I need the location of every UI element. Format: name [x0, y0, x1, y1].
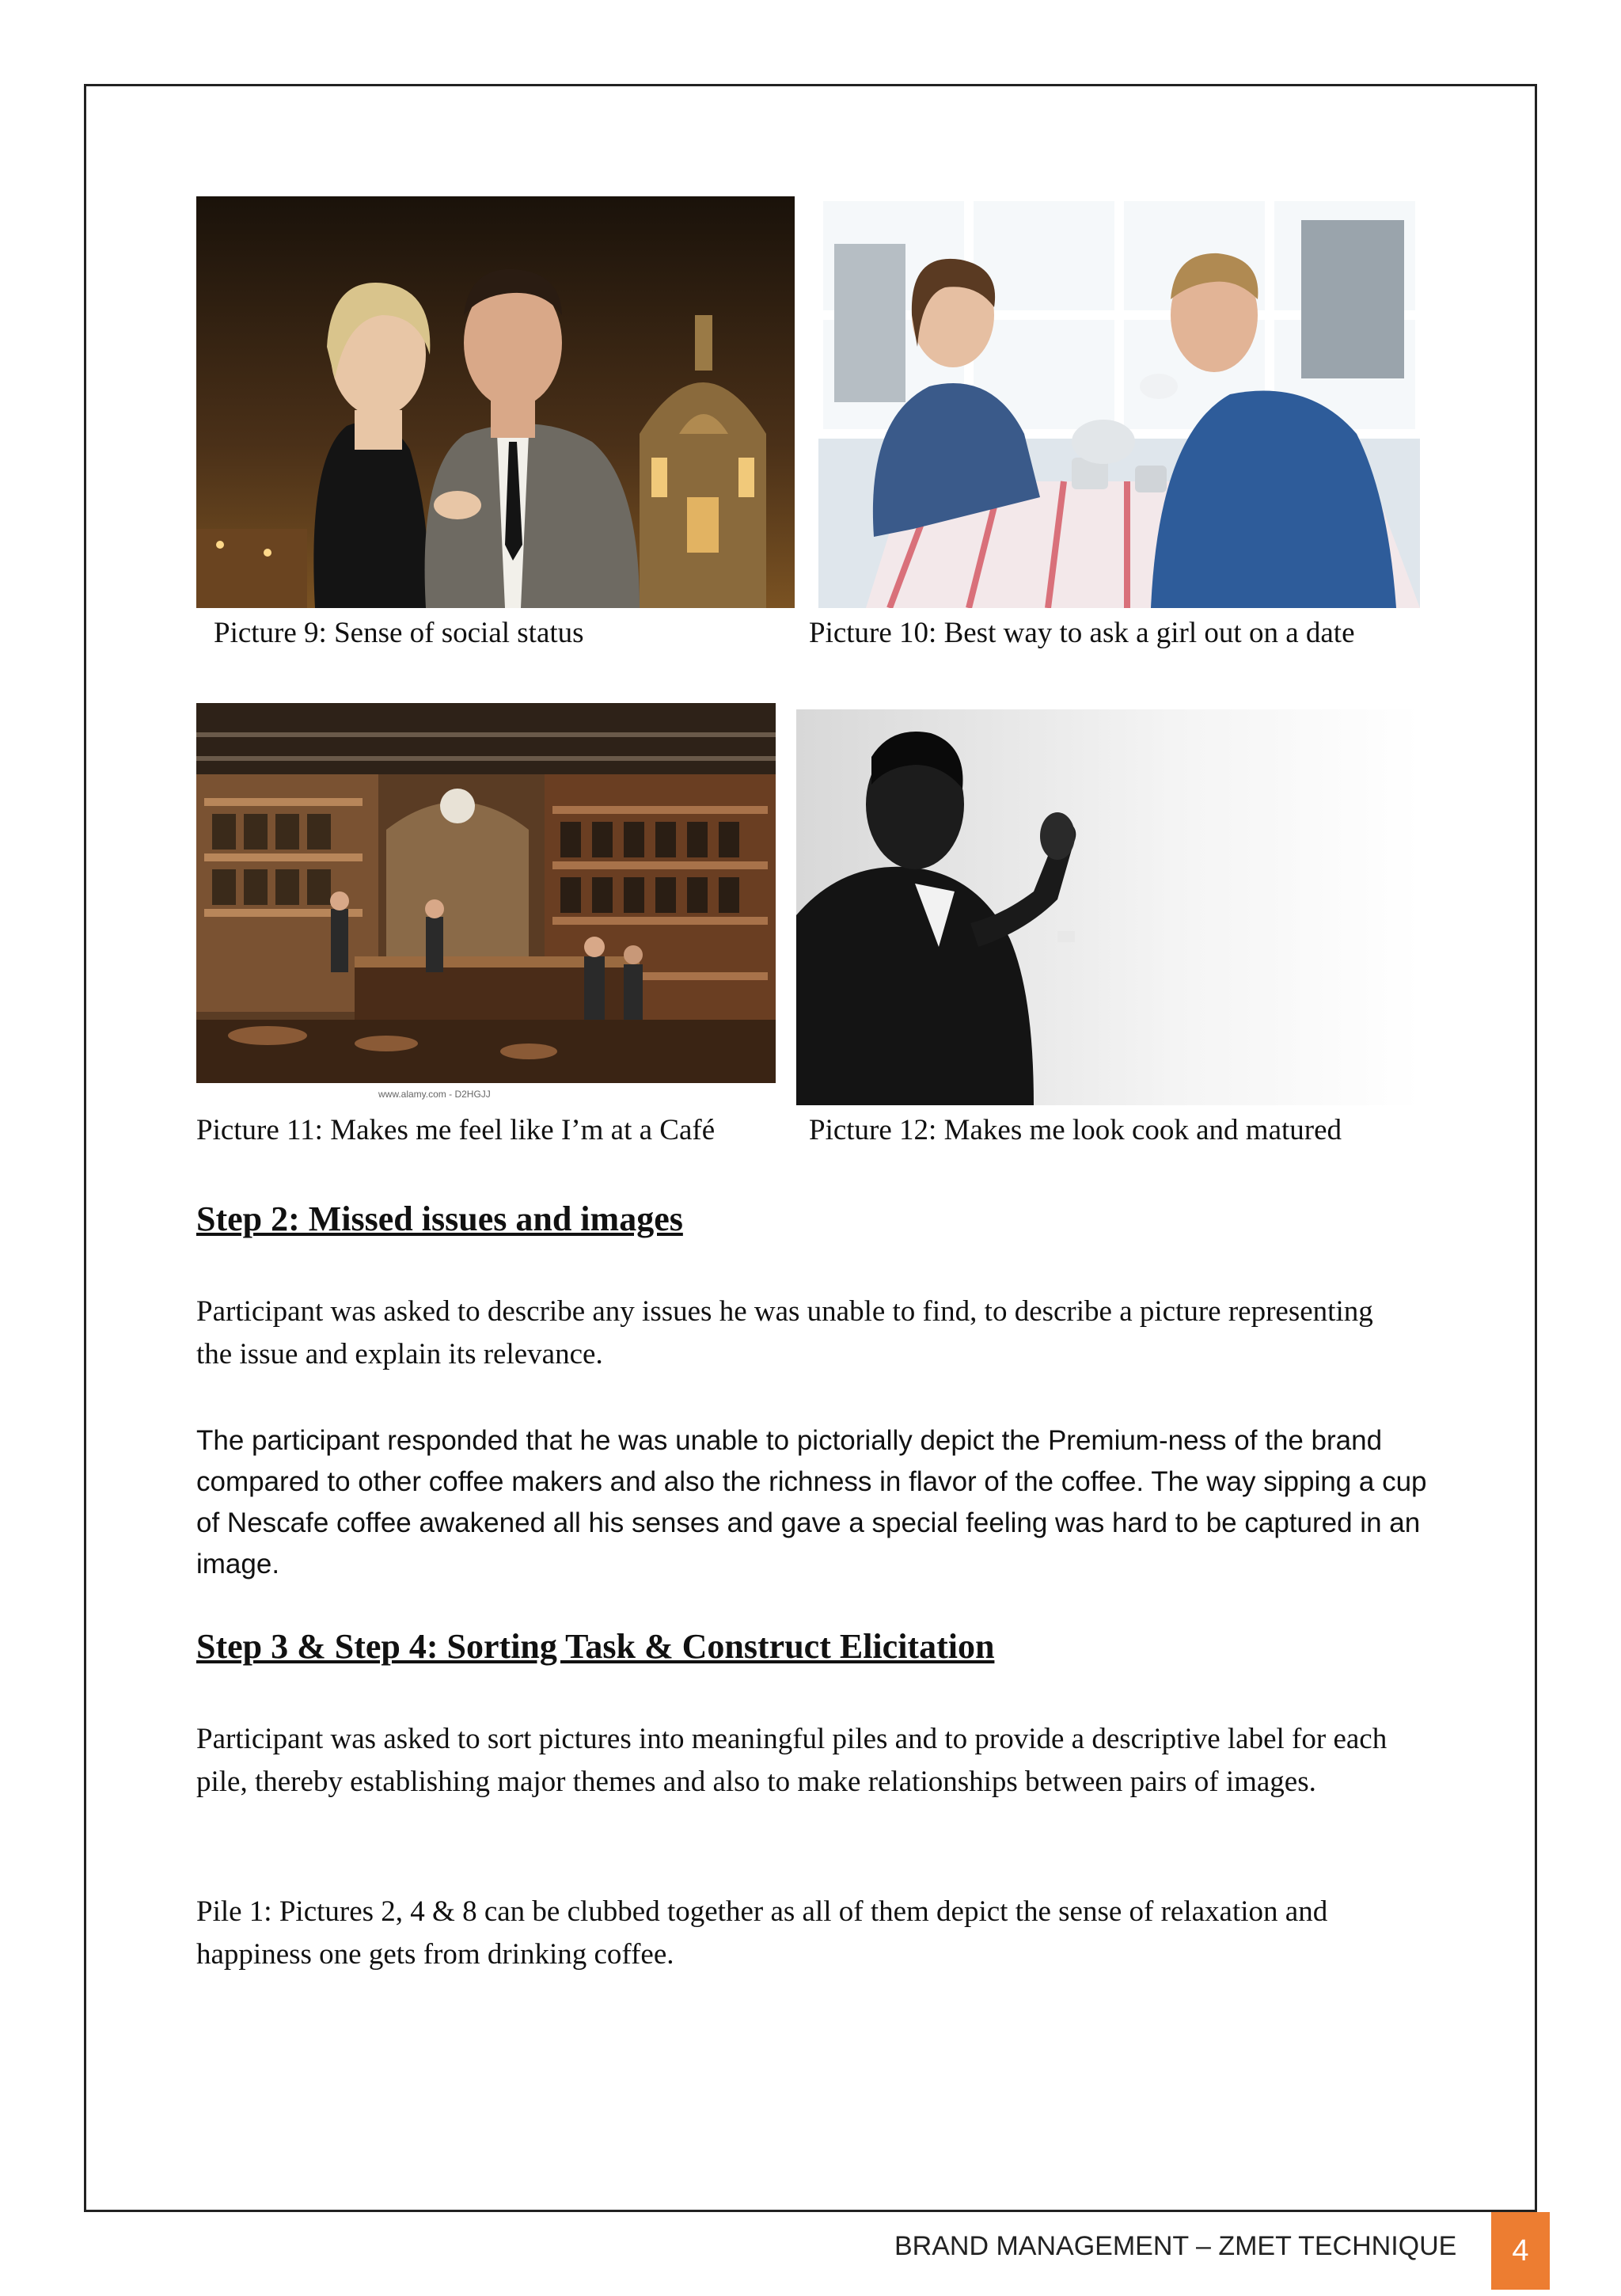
pile-1-text: Pile 1: Pictures 2, 4 & 8 can be clubbed together as all of them depict the sense of relaxation and happiness one gets from drinking coffee.: [196, 1895, 1328, 1971]
picture-12-caption: Picture 12: Makes me look cook and matured: [809, 1114, 1342, 1146]
picture-12-image: [796, 709, 1422, 1105]
step-3-4-heading: Step 3 & Step 4: Sorting Task & Construct Elicitation: [196, 1627, 995, 1666]
page-number-badge: 4: [1491, 2212, 1550, 2290]
step-2-instruction: Participant was asked to describe any issues he was unable to find, to describe a picture representing the issue and explain its relevance.: [196, 1295, 1373, 1370]
step-2-heading: Step 2: Missed issues and images: [196, 1199, 683, 1238]
picture-10-image: [818, 196, 1420, 608]
picture-9-image: [196, 196, 795, 608]
step-3-4-instruction: Participant was asked to sort pictures into meaningful piles and to provide a descriptive label for each pile, thereby establishing major themes and also to make relationships between pairs of images.: [196, 1723, 1388, 1798]
picture-11-watermark: www.alamy.com - D2HGJJ: [378, 1089, 491, 1100]
picture-10-caption: Picture 10: Best way to ask a girl out on a date: [809, 617, 1355, 649]
step-2-response: The participant responded that he was unable to pictorially depict the Premium-ness of the brand compared to other coffee makers and also the richness in flavor of the coffee. The way sipping a cup of Nescafe coffee awakened all his senses and gave a special feeling was hard to be captured in an image.: [196, 1425, 1427, 1579]
picture-11-caption: Picture 11: Makes me feel like I’m at a Café: [196, 1114, 716, 1146]
picture-11-image: [196, 703, 776, 1105]
footer-title: BRAND MANAGEMENT – ZMET TECHNIQUE: [894, 2231, 1457, 2261]
picture-9-caption: Picture 9: Sense of social status: [214, 617, 584, 649]
